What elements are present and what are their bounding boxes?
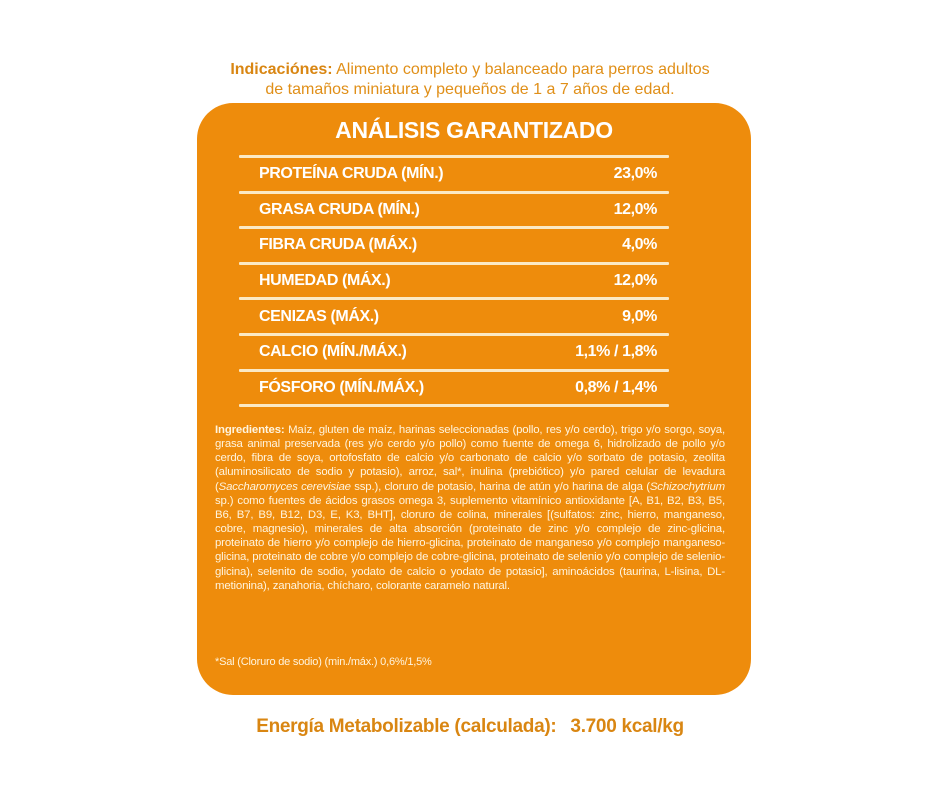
ingredients-part-2: ssp.), cloruro de potasio, harina de atún y/o harina de alga (	[350, 480, 650, 493]
analysis-label: GRASA CRUDA (MÍN.)	[259, 200, 420, 218]
analysis-label: CENIZAS (MÁX.)	[259, 307, 379, 325]
analysis-title: ANÁLISIS GARANTIZADO	[335, 117, 613, 143]
ingredients-part-1: Maíz, gluten de maíz, harinas seleccionadas (pollo, res y/o cerdo), trigo y/o sorgo, soya, grasa animal preservada (res y/o cerdo y/o pollo) como fuente de omega 6, hidrolizado de pollo y/o cerdo, fibra de soya, ortofosfato de calcio y/o carbonato de calcio y/o sorbato de potasio, zeolita (aluminosilicato de sodio y potasio), arroz, sal*, inulina (prebiótico) y/o pared celular de levadura (	[215, 424, 725, 493]
analysis-row	[239, 229, 669, 262]
nutrition-panel	[197, 103, 751, 695]
indications-line-2: de tamaños miniatura y pequeños de 1 a 7 años de edad.	[265, 81, 675, 98]
analysis-value: 23,0%	[613, 165, 657, 183]
analysis-value: 0,8% / 1,4%	[575, 378, 657, 396]
analysis-value: 1,1% / 1,8%	[575, 343, 657, 361]
analysis-label: HUMEDAD (MÁX.)	[259, 272, 391, 290]
energy-value: 3.700 kcal/kg	[570, 716, 684, 737]
divider	[239, 404, 669, 407]
analysis-label: FÓSFORO (MÍN./MÁX.)	[259, 378, 424, 396]
analysis-value: 9,0%	[622, 307, 657, 325]
analysis-label: PROTEÍNA CRUDA (MÍN.)	[259, 165, 444, 183]
analysis-row	[239, 194, 669, 227]
indications-text: Alimento completo y balanceado para perros adultos	[332, 61, 710, 78]
metabolizable-energy	[0, 716, 940, 738]
salt-footnote: *Sal (Cloruro de sodio) (min./máx.) 0,6%/1,5%	[215, 656, 432, 668]
energy-label: Energía Metabolizable (calculada):	[256, 716, 557, 737]
analysis-row	[239, 265, 669, 298]
analysis-value: 12,0%	[613, 200, 657, 218]
ingredients-italic-2: Schizochytrium	[649, 480, 725, 493]
analysis-row	[239, 336, 669, 369]
ingredients-text	[215, 423, 725, 593]
indications-label: Indicaciónes:	[230, 61, 333, 78]
ingredients-italic-1: Saccharomyces cerevisiae	[218, 480, 351, 493]
analysis-value: 4,0%	[622, 236, 657, 254]
analysis-table	[239, 155, 669, 407]
analysis-label: FIBRA CRUDA (MÁX.)	[259, 236, 417, 254]
analysis-value: 12,0%	[613, 272, 657, 290]
indications-line-1	[0, 60, 940, 80]
analysis-row	[239, 158, 669, 191]
analysis-row	[239, 300, 669, 333]
ingredients-part-3: sp.) como fuentes de ácidos grasos omega 3, suplemento vitamínico antioxidante [A, B1, B2, B3, B5, B6, B7, B9, B12, D3, E, K3, BHT], cloruro de colina, minerales [(sulfatos: zinc, hierro, manganeso, cobre, magnesio), minerales de alta absorción (proteinato de zinc y/o complejo de zinc-glicina, proteinato de hierro y/o complejo de hierro-glicina, proteinato de manganeso y/o complejo manganeso-glicina, proteinato de cobre y/o complejo de cobre-glicina, proteinato de selenio y/o complejo de selenio-glicina), selenito de sodio, yodato de calcio o yodato de potasio], aminoácidos (taurina, L-lisina, DL-metionina), zanahoria, chícharo, colorante caramelo natural.	[215, 494, 725, 592]
analysis-row	[239, 372, 669, 405]
analysis-label: CALCIO (MÍN./MÁX.)	[259, 343, 407, 361]
indications	[0, 60, 940, 100]
ingredients-label: Ingredientes:	[215, 424, 285, 436]
